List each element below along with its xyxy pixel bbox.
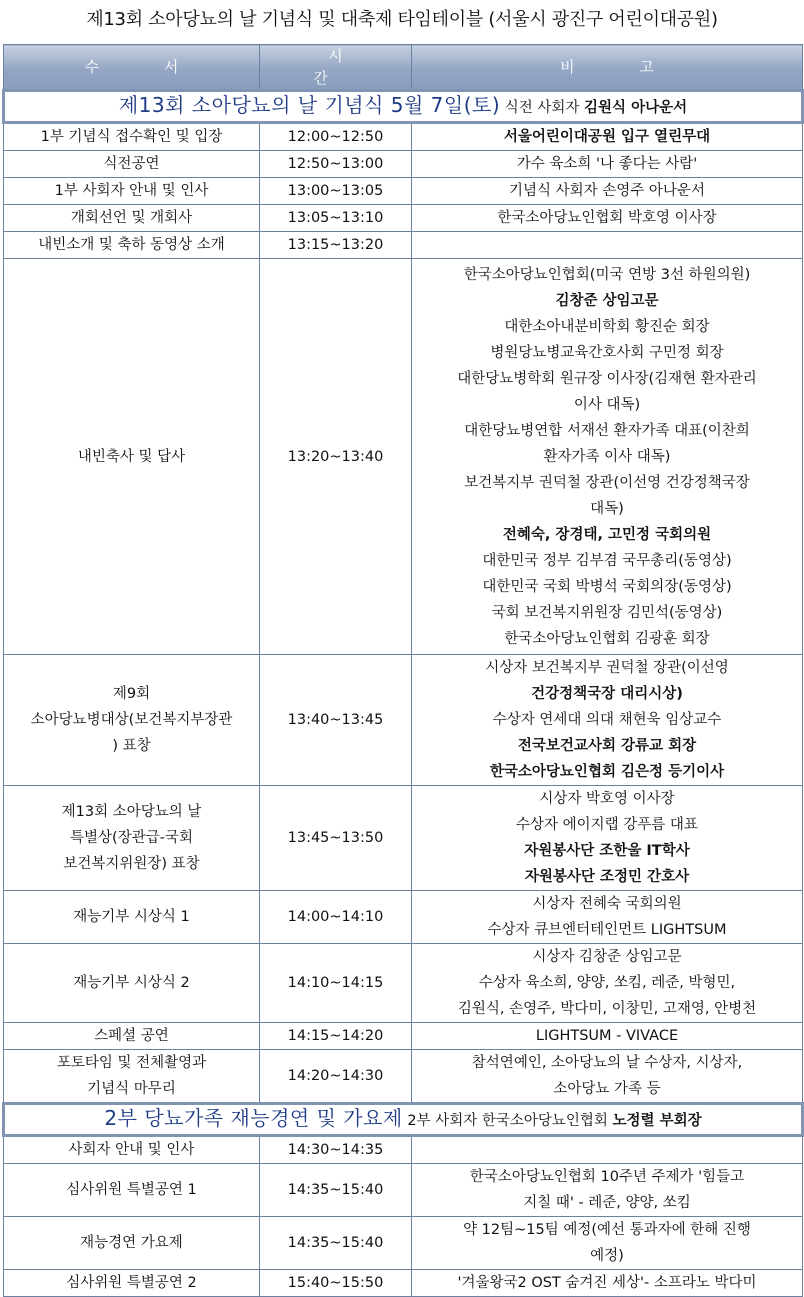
time-cell: 14:00~14:10: [260, 891, 412, 944]
note-cell: '겨울왕국2 OST 숨겨진 세상'- 소프라노 박다미: [412, 1270, 803, 1297]
note-cell: [412, 1050, 803, 1104]
table-row: [4, 655, 803, 786]
note-cell: [412, 1217, 803, 1270]
table-row: [4, 151, 803, 178]
table-row: [4, 1050, 803, 1104]
note-line: 약 12팀~15팀 예정(예선 통과자에 한해 진행: [463, 1222, 751, 1238]
note-line: 국회 보건복지위원장 김민석(동영상): [491, 604, 723, 621]
note-cell: 기념식 사회자 손영주 아나운서: [412, 178, 803, 205]
header-order: 수 서: [4, 45, 260, 91]
order-cell: 내빈소개 및 축하 동영상 소개: [4, 232, 260, 259]
table-row: [4, 1023, 803, 1050]
time-cell: 14:35~15:40: [260, 1164, 412, 1217]
note-line: 수상자 연세대 의대 채현욱 임상교수: [492, 712, 722, 728]
note-line: 시상자 김창준 상임고문: [532, 949, 682, 965]
note-cell: [412, 944, 803, 1023]
order-cell: 심사위원 특별공연 1: [4, 1164, 260, 1217]
note-line: 보건복지부 권덕철 장관(이선영 건강정책국장: [464, 474, 750, 491]
table-row: [4, 891, 803, 944]
note-cell: [412, 655, 803, 786]
section-2-note-prefix: 2부 사회자 한국소아당뇨인협회: [407, 1113, 608, 1129]
section-2-title: 2부 당뇨가족 재능경연 및 가요제: [104, 1106, 403, 1130]
note-cell: [412, 232, 803, 259]
time-cell: 13:40~13:45: [260, 655, 412, 786]
note-cell: [412, 259, 803, 655]
order-cell: 심사위원 특별공연 2: [4, 1270, 260, 1297]
note-cell: 한국소아당뇨인협회 박호영 이사장: [412, 205, 803, 232]
note-line: 대한민국 국회 박병석 국회의장(동영상): [482, 578, 732, 595]
table-row: [4, 1164, 803, 1217]
note-cell: LIGHTSUM - VIVACE: [412, 1023, 803, 1050]
header-note: 비 고: [412, 45, 803, 91]
note-cell: 가수 육소희 '나 좋다는 사람': [412, 151, 803, 178]
note-line: 수상자 육소희, 양양, 쏘킴, 레준, 박형민,: [478, 975, 736, 991]
order-cell: 개회선언 및 개회사: [4, 205, 260, 232]
order-line: 소아당뇨병대상(보건복지부장관: [30, 712, 233, 728]
note-line: 건강정책국장 대리시상): [531, 686, 683, 702]
note-cell: [412, 1164, 803, 1217]
order-line: 기념식 마무리: [87, 1081, 176, 1097]
order-line: ) 표창: [112, 738, 151, 754]
table-row: [4, 1136, 803, 1164]
section-2-cell: [4, 1104, 803, 1136]
note-line: 대한소아내분비학회 황진순 회장: [504, 318, 710, 335]
note-line: 한국소아당뇨인협회(미국 연방 3선 하원의원): [463, 266, 751, 283]
note-line: 이사 대독): [573, 396, 641, 413]
order-line: 제13회 소아당뇨의 날: [61, 804, 202, 820]
note-line: 전국보건교사회 강류교 회장: [517, 738, 697, 754]
note-line: 시상자 박호영 이사장: [539, 791, 675, 807]
note-line: 참석연예인, 소아당뇨의 날 수상자, 시상자,: [471, 1055, 743, 1071]
table-row: [4, 1217, 803, 1270]
note-line: 예정): [590, 1248, 624, 1264]
header-row: [4, 45, 803, 91]
order-cell: 재능기부 시상식 2: [4, 944, 260, 1023]
time-cell: 13:15~13:20: [260, 232, 412, 259]
order-cell: 1부 사회자 안내 및 인사: [4, 178, 260, 205]
note-line: 시상자 보건복지부 권덕철 장관(이선영: [485, 660, 729, 676]
time-cell: 12:00~12:50: [260, 123, 412, 151]
note-line: 소아당뇨 가족 등: [553, 1081, 661, 1097]
note-line: 한국소아당뇨인협회 10주년 주제가 '힘들고: [469, 1169, 745, 1185]
order-cell: [4, 786, 260, 891]
table-row: [4, 786, 803, 891]
timetable: [2, 44, 804, 1297]
table-row: [4, 1270, 803, 1297]
time-cell: 14:30~14:35: [260, 1136, 412, 1164]
table-row: [4, 205, 803, 232]
time-cell: 14:20~14:30: [260, 1050, 412, 1104]
note-cell: [412, 786, 803, 891]
order-line: 포토타임 및 전체촬영과: [56, 1055, 207, 1071]
note-cell: [412, 891, 803, 944]
note-cell: 서울어린이대공원 입구 열린무대: [412, 123, 803, 151]
note-cell: [412, 1136, 803, 1164]
time-cell: 14:10~14:15: [260, 944, 412, 1023]
table-row: [4, 123, 803, 151]
note-line: 수상자 에이지랩 강푸름 대표: [516, 817, 698, 833]
order-cell: 스페셜 공연: [4, 1023, 260, 1050]
section-2-note-name: 노정렬 부회장: [612, 1113, 702, 1129]
time-cell: 15:40~15:50: [260, 1270, 412, 1297]
note-line: 김원식, 손영주, 박다미, 이창민, 고재영, 안병천: [457, 1001, 757, 1017]
note-line: 대한당뇨병학회 원규장 이사장(김재현 환자관리: [457, 370, 757, 387]
time-cell: 13:00~13:05: [260, 178, 412, 205]
table-row: [4, 259, 803, 655]
order-line: 특별상(장관급-국회: [70, 830, 193, 846]
time-cell: 14:35~15:40: [260, 1217, 412, 1270]
table-row: [4, 944, 803, 1023]
note-line: 대독): [590, 500, 624, 517]
note-line: 병원당뇨병교육간호사회 구민정 회장: [490, 344, 724, 361]
section-2-banner: [4, 1104, 803, 1136]
note-line: 김창준 상임고문: [555, 292, 659, 309]
note-line: 전혜숙, 장경태, 고민정 국회의원: [502, 526, 712, 543]
note-line: 환자가족 이사 대독): [543, 448, 671, 465]
header-time: 시 간: [260, 45, 412, 91]
note-line: 대한민국 정부 김부겸 국무총리(동영상): [482, 552, 732, 569]
order-cell: 재능기부 시상식 1: [4, 891, 260, 944]
order-cell: [4, 1050, 260, 1104]
note-line: 지칠 때' - 레준, 양양, 쏘킴: [523, 1195, 691, 1211]
time-cell: 13:45~13:50: [260, 786, 412, 891]
order-cell: 내빈축사 및 답사: [4, 259, 260, 655]
time-cell: 13:05~13:10: [260, 205, 412, 232]
order-cell: 사회자 안내 및 인사: [4, 1136, 260, 1164]
section-1-title: 제13회 소아당뇨의 날 기념식 5월 7일(토): [118, 93, 501, 117]
note-line: 자원봉사단 조한울 IT학사: [524, 843, 690, 859]
section-1-banner: [4, 91, 803, 123]
order-cell: 식전공연: [4, 151, 260, 178]
note-line: 시상자 전혜숙 국회의원: [532, 896, 682, 912]
note-line: 수상자 큐브엔터테인먼트 LIGHTSUM: [487, 922, 727, 938]
page-title: 제13회 소아당뇨의 날 기념식 및 대축제 타임테이블 (서울시 광진구 어린이대공원): [86, 9, 718, 30]
note-line: 한국소아당뇨인협회 김광훈 회장: [504, 630, 710, 647]
order-line: 제9회: [112, 686, 151, 702]
table-row: [4, 178, 803, 205]
note-line: 한국소아당뇨인협회 김은정 등기이사: [489, 764, 725, 780]
time-cell: 12:50~13:00: [260, 151, 412, 178]
order-cell: 재능경연 가요제: [4, 1217, 260, 1270]
time-cell: 13:20~13:40: [260, 259, 412, 655]
time-cell: 14:15~14:20: [260, 1023, 412, 1050]
note-line: 자원봉사단 조정민 간호사: [524, 869, 690, 885]
note-line: 대한당뇨병연합 서재선 환자가족 대표(이찬희: [464, 422, 750, 439]
order-line: 보건복지위원장) 표창: [63, 856, 200, 872]
order-cell: [4, 655, 260, 786]
order-cell: 1부 기념식 접수확인 및 입장: [4, 123, 260, 151]
section-1-cell: [4, 91, 803, 123]
section-1-note-name: 김원식 아나운서: [584, 100, 688, 116]
section-1-note-prefix: 식전 사회자: [504, 100, 580, 116]
table-row: [4, 232, 803, 259]
